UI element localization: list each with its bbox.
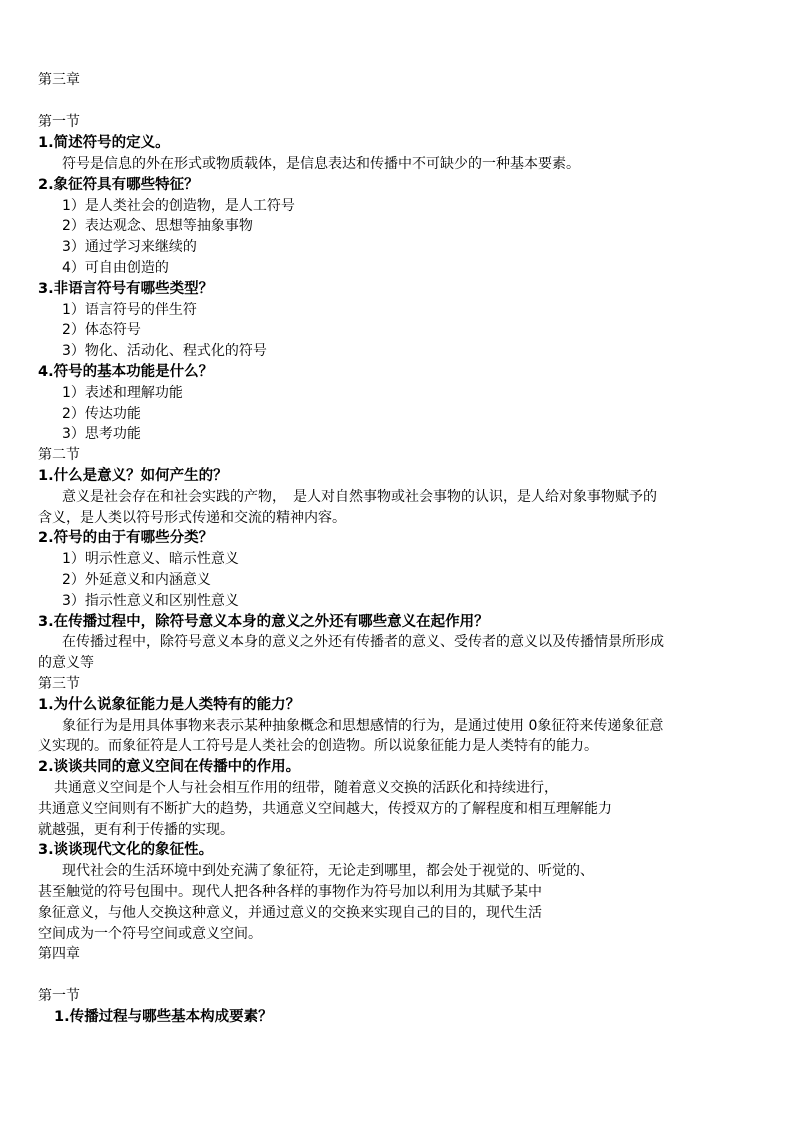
question-heading: 1.简述符号的定义。 xyxy=(38,135,170,151)
question-heading: 1.为什么说象征能力是人类特有的能力？ xyxy=(38,697,301,713)
answer-text: 意义是社会存在和社会实践的产物， 是人对自然事物或社会事物的认识，是人给对象事物赋予的 xyxy=(62,489,657,505)
answer-text: 符号是信息的外在形式或物质载体，是信息表达和传播中不可缺少的一种基本要素。 xyxy=(62,156,580,172)
section-2-heading: 第二节 xyxy=(38,447,80,463)
answer-text: 共通意义空间则有不断扩大的趋势，共通意义空间越大，传授双方的了解程度和相互理解能力 xyxy=(38,801,612,817)
list-item: 1）语言符号的伴生符 xyxy=(62,302,197,318)
answer-text: 义实现的。而象征符是人工符号是人类社会的创造物。所以说象征能力是人类特有的能力。 xyxy=(38,738,598,754)
question-heading: 4.符号的基本功能是什么？ xyxy=(38,364,214,380)
question-heading: 3.在传播过程中，除符号意义本身的意义之外还有哪些意义在起作用？ xyxy=(38,614,489,630)
question-heading: 2.符号的由于有哪些分类？ xyxy=(38,530,214,546)
chapter-4-heading: 第四章 xyxy=(38,946,80,962)
answer-text: 空间成为一个符号空间或意义空间。 xyxy=(38,926,262,942)
question-heading: 2.象征符具有哪些特征？ xyxy=(38,177,199,193)
question-heading: 3.非语言符号有哪些类型？ xyxy=(38,281,214,297)
list-item: 4）可自由创造的 xyxy=(62,260,169,276)
list-item: 3）思考功能 xyxy=(62,426,141,442)
chapter-3-heading: 第三章 xyxy=(38,72,80,88)
list-item: 3）物化、活动化、程式化的符号 xyxy=(62,343,267,359)
answer-text: 在传播过程中，除符号意义本身的意义之外还有传播者的意义、受传者的意义以及传播情景所形成 xyxy=(62,634,664,650)
answer-text: 象征行为是用具体事物来表示某种抽象概念和思想感情的行为，是通过使用 0象征符来传递象征意 xyxy=(62,718,664,734)
list-item: 2）外延意义和内涵意义 xyxy=(62,572,211,588)
list-item: 2）体态符号 xyxy=(62,322,141,338)
answer-text: 的意义等 xyxy=(38,655,94,671)
section-1-heading: 第一节 xyxy=(38,114,80,130)
list-item: 3）指示性意义和区别性意义 xyxy=(62,593,239,609)
section-3-heading: 第三节 xyxy=(38,676,80,692)
list-item: 2）表达观念、思想等抽象事物 xyxy=(62,218,253,234)
question-heading: 3.谈谈现代文化的象征性。 xyxy=(38,842,214,858)
answer-text: 就越强，更有利于传播的实现。 xyxy=(38,822,234,838)
question-heading: 2.谈谈共同的意义空间在传播中的作用。 xyxy=(38,759,301,775)
question-heading: 1.什么是意义？如何产生的？ xyxy=(38,468,228,484)
section-1-heading: 第一节 xyxy=(38,988,80,1004)
answer-text: 共通意义空间是个人与社会相互作用的纽带，随着意义交换的活跃化和持续进行， xyxy=(54,780,558,796)
list-item: 1）是人类社会的创造物，是人工符号 xyxy=(62,198,295,214)
answer-text: 现代社会的生活环境中到处充满了象征符，无论走到哪里，都会处于视觉的、听觉的、 xyxy=(62,863,594,879)
list-item: 2）传达功能 xyxy=(62,406,141,422)
question-heading: 1.传播过程与哪些基本构成要素？ xyxy=(54,1009,273,1025)
answer-text: 含义，是人类以符号形式传递和交流的精神内容。 xyxy=(38,510,346,526)
list-item: 3）通过学习来继续的 xyxy=(62,239,197,255)
list-item: 1）表述和理解功能 xyxy=(62,385,183,401)
list-item: 1）明示性意义、暗示性意义 xyxy=(62,551,239,567)
answer-text: 象征意义，与他人交换这种意义，并通过意义的交换来实现自己的目的，现代生活 xyxy=(38,905,542,921)
answer-text: 甚至触觉的符号包围中。现代人把各种各样的事物作为符号加以利用为其赋予某中 xyxy=(38,884,542,900)
